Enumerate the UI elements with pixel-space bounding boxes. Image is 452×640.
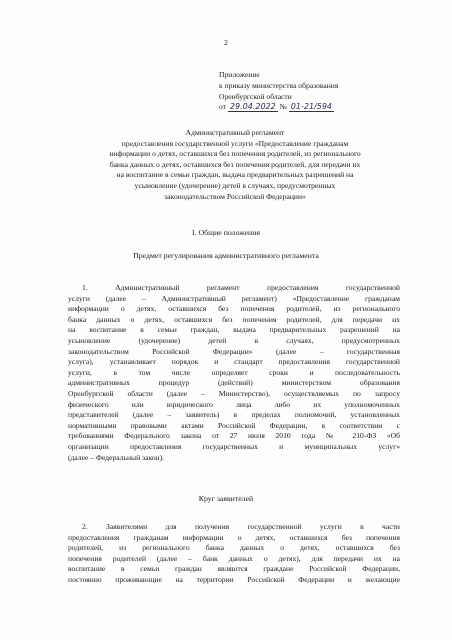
handwritten-date: 29.04.2022 <box>229 102 276 112</box>
page-number: 2 <box>224 38 228 47</box>
subsection-heading-subject: Предмет регулирования административного регламента <box>133 251 319 260</box>
paragraph-line: воспитание в семьи граждан являются граждане Российской Федерации, <box>68 564 400 574</box>
appendix-block <box>219 70 338 113</box>
paragraph-line: банка данных о детях, оставшихся без попечения родителей, для передачи их <box>68 314 400 324</box>
paragraph-line: попечения родителей (далее – банк данных о детях), для передачи их на <box>68 553 400 563</box>
paragraph-line: предоставления гражданам информации о детях, оставшихся без попечения <box>68 532 400 542</box>
title-line-1: Административный регламент <box>185 128 285 137</box>
handwritten-number: 01-21/594 <box>290 102 333 112</box>
date-prefix: от <box>219 102 227 112</box>
paragraph-line: 1. Административный регламент предоставления государственной <box>82 283 400 292</box>
appendix-line-2: к приказу министерства образования <box>219 80 339 90</box>
title-line-3: информации о детях, оставшихся без попечения родителей, из регионального <box>109 149 361 159</box>
paragraph-line: (далее – Федеральный закон). <box>68 452 165 462</box>
paragraph-line: требованиями Федерального закона от 27 июля 2010 года № 210-ФЗ «Об <box>68 431 400 441</box>
paragraph-line: представителей (далее – заявитель) в пределах полномочий, установленных <box>68 410 400 420</box>
paragraph-line: услуги, в том числе определяет сроки и последовательность <box>68 367 400 377</box>
paragraph-line: законодательством Российской Федерации» (далее – государственная <box>68 346 400 356</box>
appendix-line-3: Оренбургской области <box>219 91 292 101</box>
paragraph-line: постоянно проживающие на территории Российской Федерации и желающие <box>68 574 400 584</box>
appendix-line-1: Приложение <box>219 70 260 79</box>
paragraph-line: родителей, из регионального банка данных о детях, оставшихся без <box>68 543 400 553</box>
paragraph-line: на воспитание в семьи граждан, выдача предварительных разрешений на <box>68 325 400 335</box>
paragraph-line: физического или юридического лица либо их уполномоченных <box>68 399 400 409</box>
paragraph-line: услуги (далее – Административный регламент) «Предоставление гражданам <box>68 293 400 303</box>
subsection-heading-applicants: Круг заявителей <box>198 494 254 503</box>
paragraph-line: Оренбургской области (далее – Министерство), осуществляемых по запросу <box>68 388 400 398</box>
paragraph-line: услуга), устанавливает порядок и стандарт предоставления государственной <box>68 357 400 367</box>
appendix-date-line <box>219 102 338 113</box>
paragraph-line: усыновление (удочерение) детей в случаях, предусмотренных <box>68 335 400 345</box>
paragraph-1 <box>68 283 400 463</box>
paragraph-line: 2. Заявителями для получения государственной услуги в части <box>82 522 400 531</box>
title-line-5: на воспитание в семьи граждан, выдача предварительных разрешений на <box>116 170 354 180</box>
number-prefix: № <box>279 102 287 112</box>
paragraph-2 <box>68 522 400 586</box>
document-title <box>70 128 400 202</box>
title-line-7: законодательством Российской Федерации» <box>164 191 306 201</box>
title-line-2: предоставления государственной услуги «Предоставление гражданам <box>121 138 349 148</box>
paragraph-line: административных процедур (действий) министерством образования <box>68 378 400 388</box>
paragraph-line: информации о детях, оставшихся без попечения родителей, из регионального <box>68 304 400 314</box>
paragraph-line: нормативными правовыми актами Российской Федерации, в соответствии с <box>68 420 400 430</box>
section-heading: I. Общие положения <box>192 228 260 237</box>
title-line-4: банка данных о детях, оставшихся без попечения родителей, для передачи их <box>109 159 361 169</box>
paragraph-line: организации предоставления государственных и муниципальных услуг» <box>68 441 400 451</box>
title-line-6: усыновление (удочерение) детей в случаях, предусмотренных <box>134 180 336 190</box>
